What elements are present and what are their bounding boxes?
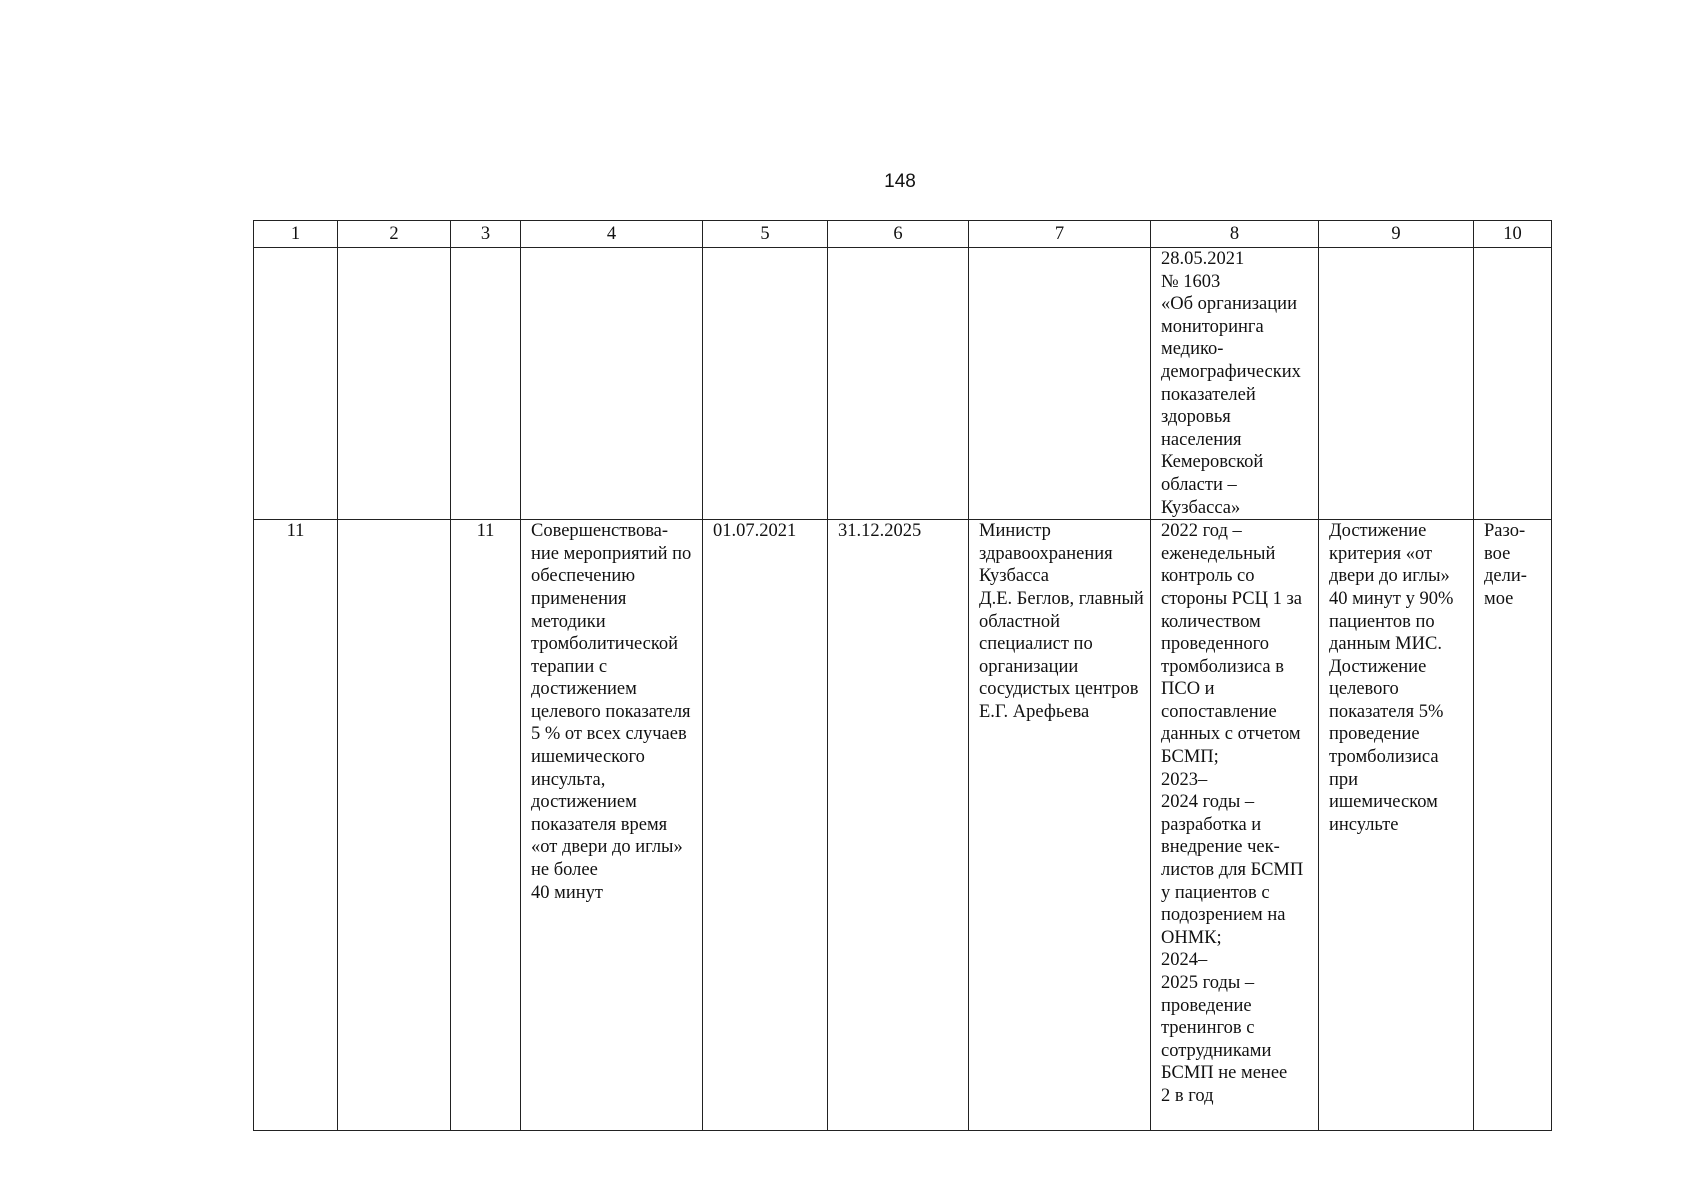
cell-empty	[338, 248, 451, 520]
column-number-3: 3	[451, 221, 521, 248]
item-number-cell: 11	[451, 520, 521, 1131]
cell-empty	[521, 248, 703, 520]
expected-result-cell: 2022 год – еженедельный контроль со стороны РСЦ 1 за количеством проведенного тромболизиса в ПСО и сопоставление данных с отчетом БСМП; 2023– 2024 годы – разработка и внедрение чек-листов для БСМП у пациентов с подозрением на ОНМК; 2024– 2025 годы – проведение тренингов с сотрудниками БСМП не менее 2 в год	[1151, 520, 1319, 1131]
row-number-cell: 11	[254, 520, 338, 1131]
plan-table	[253, 220, 1552, 1131]
cell-empty	[703, 248, 828, 520]
cell-empty	[254, 248, 338, 520]
start-date-cell: 01.07.2021	[703, 520, 828, 1131]
responsible-person-cell: Министр здравоохранения Кузбасса Д.Е. Беглов, главный областной специалист по организации сосудистых центров Е.Г. Арефьева	[969, 520, 1151, 1131]
table-row	[254, 248, 1552, 520]
column-number-row	[254, 221, 1552, 248]
column-number-6: 6	[828, 221, 969, 248]
column-number-2: 2	[338, 221, 451, 248]
table-row	[254, 520, 1552, 1131]
cell-empty	[451, 248, 521, 520]
page-number: 148	[884, 171, 916, 192]
regulation-reference-cell: 28.05.2021 № 1603 «Об организации мониторинга медико-демографических показателей здоровья населения Кемеровской области – Кузбасса»	[1151, 248, 1319, 520]
column-number-7: 7	[969, 221, 1151, 248]
column-number-1: 1	[254, 221, 338, 248]
indicator-cell: Достижение критерия «от двери до иглы» 40 минут у 90% пациентов по данным МИС. Достижение целевого показателя 5% проведение тромболизиса при ишемическом инсульте	[1319, 520, 1474, 1131]
cell-empty	[1319, 248, 1474, 520]
measure-description-cell: Совершенствова-ние мероприятий по обеспечению применения методики тромболитической терапии с достижением целевого показателя 5 % от всех случаев ишемического инсульта, достижением показателя время «от двери до иглы» не более 40 минут	[521, 520, 703, 1131]
cell-empty	[969, 248, 1151, 520]
column-number-4: 4	[521, 221, 703, 248]
column-number-8: 8	[1151, 221, 1319, 248]
cell-empty	[828, 248, 969, 520]
cell-col2	[338, 520, 451, 1131]
column-number-5: 5	[703, 221, 828, 248]
measure-type-cell: Разо-вое дели-мое	[1474, 520, 1552, 1131]
column-number-10: 10	[1474, 221, 1552, 248]
end-date-cell: 31.12.2025	[828, 520, 969, 1131]
cell-empty	[1474, 248, 1552, 520]
column-number-9: 9	[1319, 221, 1474, 248]
